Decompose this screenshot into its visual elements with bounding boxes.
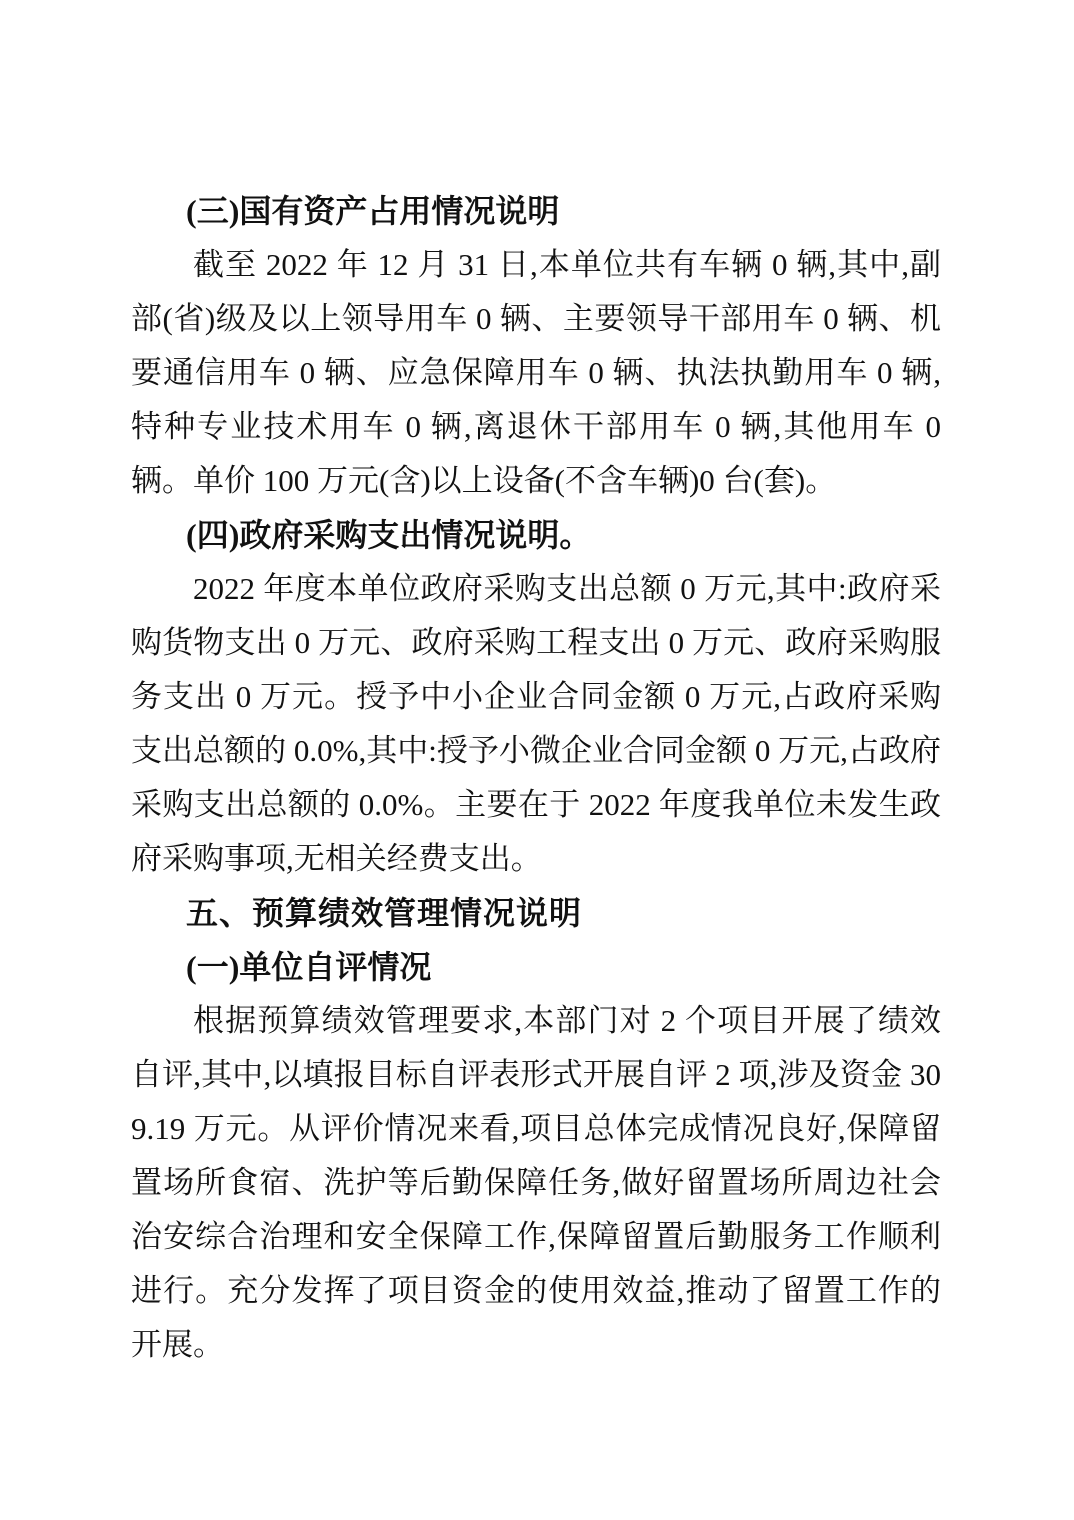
- heading-state-assets-occupancy: (三)国有资产占用情况说明: [186, 193, 560, 229]
- heading-budget-performance-management: 五、预算绩效管理情况说明: [186, 895, 583, 931]
- para-state-assets-occupancy: 截至 2022 年 12 月 31 日,本单位共有车辆 0 辆,其中,副部(省)级及以上领导用车 0 辆、主要领导干部用车 0 辆、机要通信用车 0 辆、应急保障用车 0 辆、执法执勤用车 0 辆,特种专业技术用车 0 辆,离退休干部用车 0 辆,其他用车 0 辆。单价 100 万元(含)以上设备(不含车辆)0 台(套)。: [131, 247, 941, 498]
- heading-gov-procurement-expenditure: (四)政府采购支出情况说明。: [186, 517, 592, 553]
- heading-unit-self-evaluation: (一)单位自评情况: [186, 949, 432, 985]
- para-gov-procurement-expenditure: 2022 年度本单位政府采购支出总额 0 万元,其中:政府采购货物支出 0 万元、政府采购工程支出 0 万元、政府采购服务支出 0 万元。授予中小企业合同金额 0 万元,占政府采购支出总额的 0.0%,其中:授予小微企业合同金额 0 万元,占政府采购支出总额的 0.0%。主要在于 2022 年度我单位未发生政府采购事项,无相关经费支出。: [131, 571, 941, 876]
- para-unit-self-evaluation: 根据预算绩效管理要求,本部门对 2 个项目开展了绩效自评,其中,以填报目标自评表形式开展自评 2 项,涉及资金 309.19 万元。从评价情况来看,项目总体完成情况良好,保障留置场所食宿、洗护等后勤保障任务,做好留置场所周边社会治安综合治理和安全保障工作,保障留置后勤服务工作顺利进行。充分发挥了项目资金的使用效益,推动了留置工作的开展。: [131, 1003, 941, 1362]
